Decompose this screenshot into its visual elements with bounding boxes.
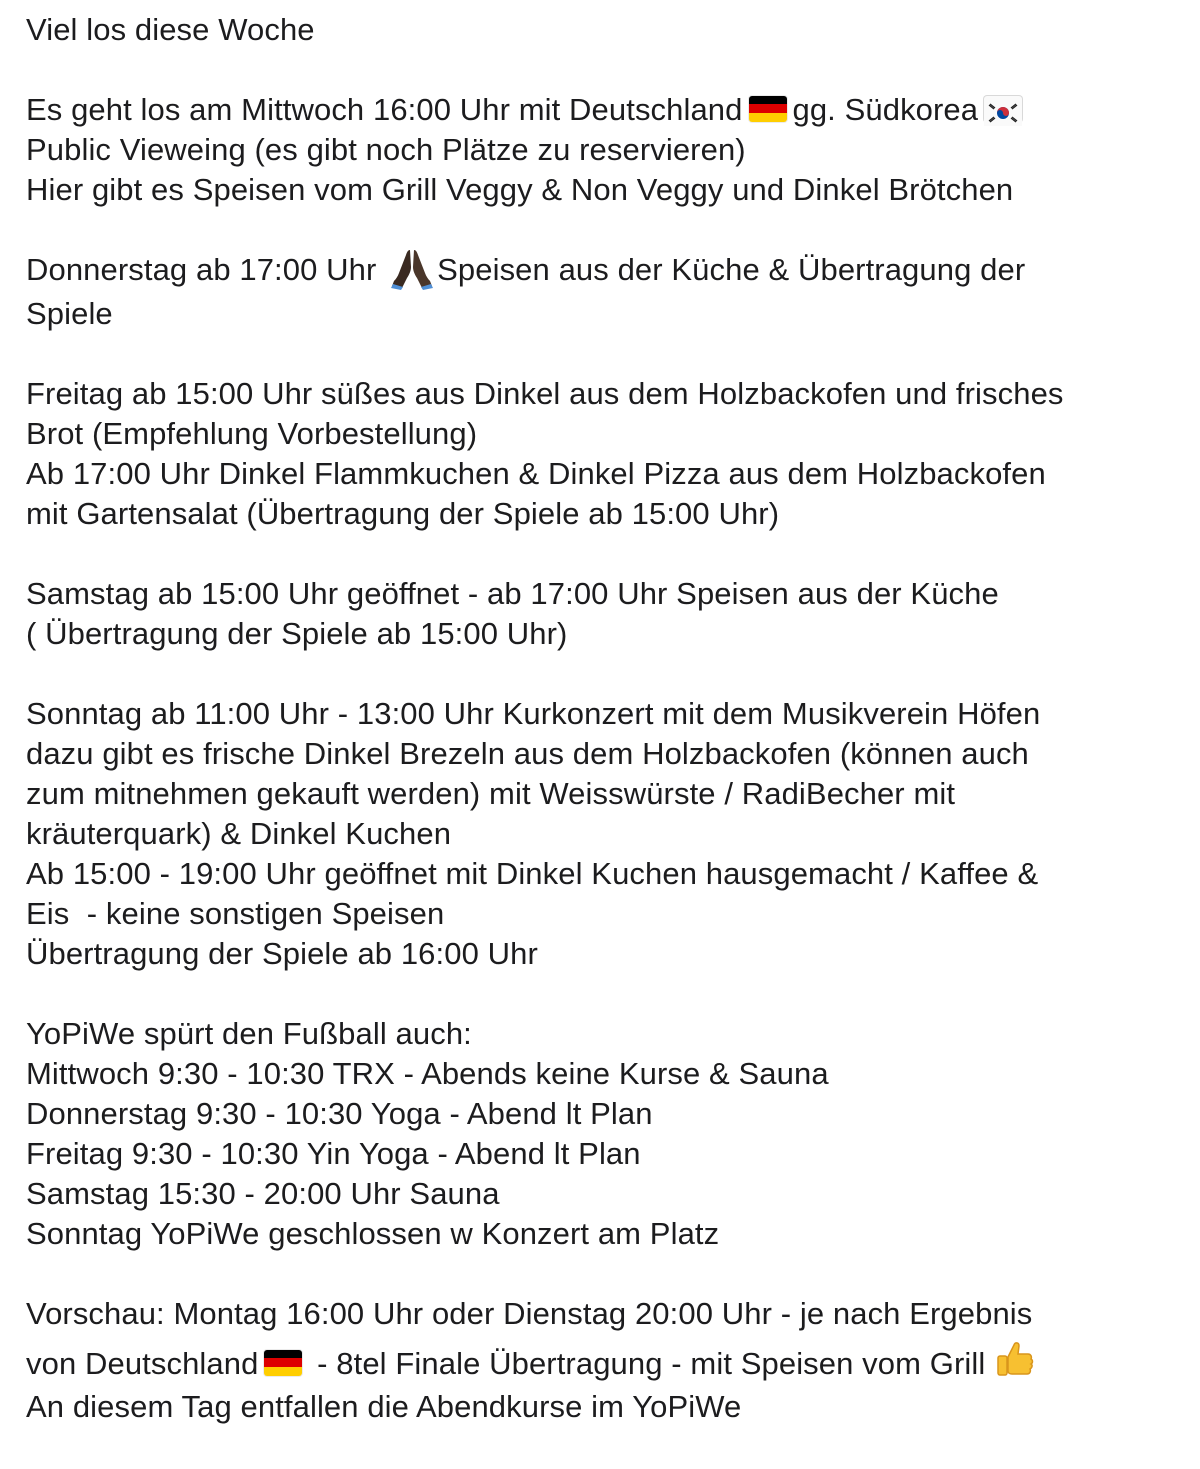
- yopiwe-line-5: Samstag 15:30 - 20:00 Uhr Sauna: [26, 1176, 500, 1211]
- paragraph-gap: [26, 654, 1176, 694]
- wednesday-line-1: [26, 90, 1176, 130]
- sunday-line-3: zum mitnehmen gekauft werden) mit Weisswürste / RadiBecher mit: [26, 776, 956, 811]
- paragraph-gap: [26, 334, 1176, 374]
- yopiwe-line-3: Donnerstag 9:30 - 10:30 Yoga - Abend lt Plan: [26, 1096, 653, 1131]
- sunday-line-7: Übertragung der Spiele ab 16:00 Uhr: [26, 936, 538, 971]
- thursday-line-1: [26, 250, 1176, 294]
- flag-germany-icon: [264, 1350, 302, 1376]
- sunday-line-5: Ab 15:00 - 19:00 Uhr geöffnet mit Dinkel Kuchen hausgemacht / Kaffee &: [26, 856, 1039, 891]
- preview-line-1: Vorschau: Montag 16:00 Uhr oder Dienstag 20:00 Uhr - je nach Ergebnis: [26, 1296, 1033, 1331]
- folded-hands-icon: [389, 246, 435, 290]
- sunday-line-4: kräuterquark) & Dinkel Kuchen: [26, 816, 452, 851]
- preview-text-a: von Deutschland: [26, 1346, 259, 1381]
- thumbs-up-icon: [993, 1339, 1035, 1381]
- wednesday-line-3: Hier gibt es Speisen vom Grill Veggy & Non Veggy und Dinkel Brötchen: [26, 172, 1014, 207]
- paragraph-gap: [26, 534, 1176, 574]
- wednesday-text-b: gg. Südkorea: [792, 92, 979, 127]
- sunday-line-1: Sonntag ab 11:00 Uhr - 13:00 Uhr Kurkonzert mit dem Musikverein Höfen: [26, 696, 1041, 731]
- yopiwe-line-2: Mittwoch 9:30 - 10:30 TRX - Abends keine Kurse & Sauna: [26, 1056, 829, 1091]
- preview-text-b: - 8tel Finale Übertragung - mit Speisen vom Grill: [308, 1346, 986, 1381]
- friday-line-2: Brot (Empfehlung Vorbestellung): [26, 416, 478, 451]
- paragraph-gap: [26, 1254, 1176, 1294]
- yopiwe-line-1: YoPiWe spürt den Fußball auch:: [26, 1016, 472, 1051]
- post-text: [26, 10, 1176, 1427]
- post-title: Viel los diese Woche: [26, 12, 315, 47]
- friday-line-3: Ab 17:00 Uhr Dinkel Flammkuchen & Dinkel Pizza aus dem Holzbackofen: [26, 456, 1046, 491]
- thursday-text-b: Speisen aus der Küche & Übertragung der: [437, 252, 1026, 288]
- preview-line-3: An diesem Tag entfallen die Abendkurse im YoPiWe: [26, 1388, 742, 1424]
- wednesday-text-a: Es geht los am Mittwoch 16:00 Uhr mit Deutschland: [26, 92, 743, 127]
- flag-south-korea-icon: [984, 96, 1022, 122]
- thursday-line-2: Spiele: [26, 296, 113, 331]
- yopiwe-line-4: Freitag 9:30 - 10:30 Yin Yoga - Abend lt Plan: [26, 1136, 641, 1171]
- wednesday-line-2: Public Vieweing (es gibt noch Plätze zu reservieren): [26, 132, 746, 167]
- sunday-line-2: dazu gibt es frische Dinkel Brezeln aus dem Holzbackofen (können auch: [26, 736, 1029, 771]
- paragraph-gap: [26, 974, 1176, 1014]
- yopiwe-line-6: Sonntag YoPiWe geschlossen w Konzert am Platz: [26, 1216, 720, 1251]
- friday-line-4: mit Gartensalat (Übertragung der Spiele ab 15:00 Uhr): [26, 496, 780, 531]
- saturday-line-2: ( Übertragung der Spiele ab 15:00 Uhr): [26, 616, 568, 651]
- thursday-text-a: Donnerstag ab 17:00 Uhr: [26, 252, 377, 288]
- friday-line-1: Freitag ab 15:00 Uhr süßes aus Dinkel aus dem Holzbackofen und frisches: [26, 376, 1064, 411]
- preview-line-2: [26, 1344, 1176, 1387]
- paragraph-gap: [26, 50, 1176, 90]
- paragraph-gap: [26, 210, 1176, 250]
- saturday-line-1: Samstag ab 15:00 Uhr geöffnet - ab 17:00 Uhr Speisen aus der Küche: [26, 576, 999, 611]
- sunday-line-6: Eis - keine sonstigen Speisen: [26, 896, 445, 931]
- flag-germany-icon: [749, 96, 787, 122]
